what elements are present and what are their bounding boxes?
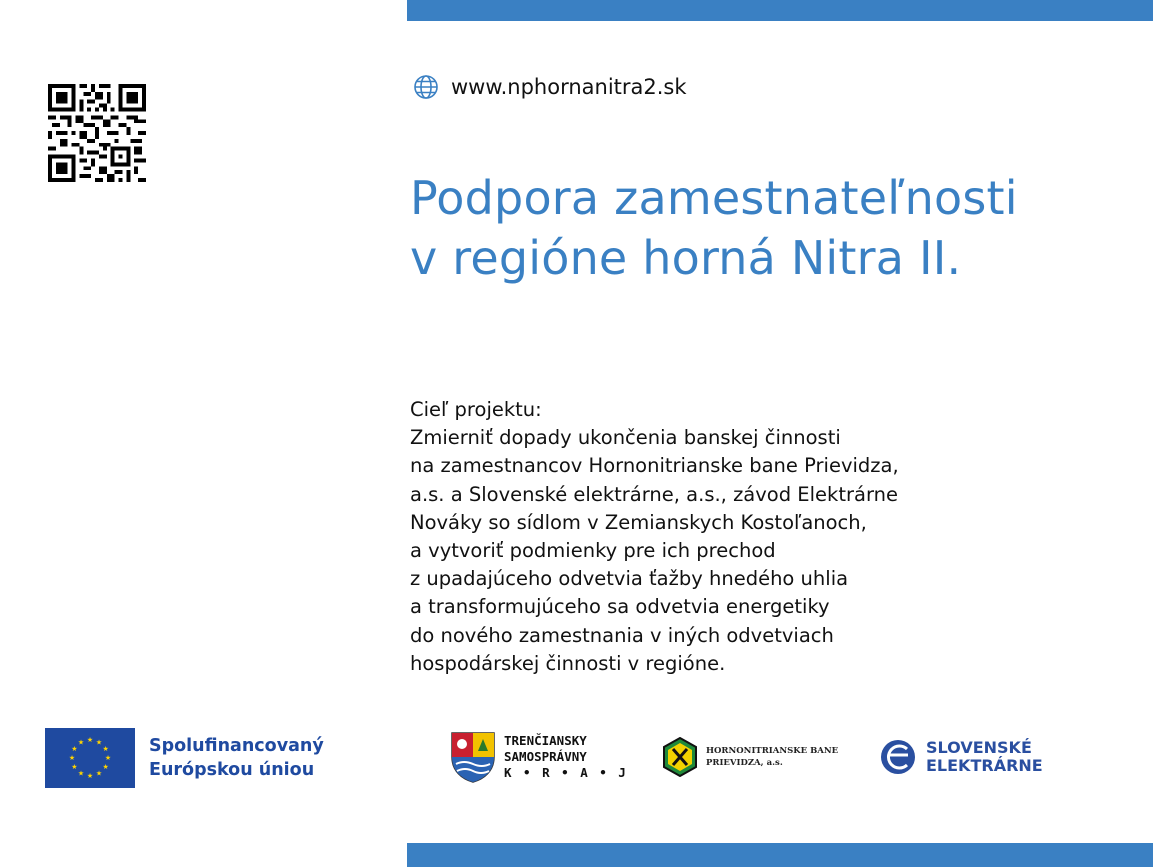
eu-flag-icon [45,728,135,788]
goal-line: z upadajúceho odvetvia ťažby hnedého uhlia [410,567,849,591]
svg-text:★: ★ [86,736,94,744]
tsk-text-line-1: TRENČIANSKY [504,733,587,748]
eu-cofunding-logo [45,728,324,788]
qr-code [48,84,146,182]
goal-line: a.s. a Slovenské elektrárne, a.s., závod Elektrárne [410,482,898,506]
globe-icon [413,74,439,100]
svg-text:★: ★ [95,738,103,747]
hbp-logo [662,737,838,777]
tsk-coat-of-arms-icon [450,731,496,783]
title-line-1: Podpora zamestnateľnosti [410,171,1018,225]
se-text [926,739,1043,775]
tsk-text [504,733,628,781]
se-text-line-1: SLOVENSKÉ [926,738,1032,757]
tsk-text-line-3: K • R • A • J [504,765,628,780]
hbp-text-line-2: PRIEVIDZA, a.s. [706,758,783,768]
title-line-2: v regióne horná Nitra II. [410,231,962,285]
goal-line: Zmierniť dopady ukončenia banskej činnosti [410,426,841,450]
eu-text [149,734,324,782]
se-logo [880,738,1043,776]
svg-text:★: ★ [104,754,112,762]
svg-text:★: ★ [95,769,103,778]
se-e-icon [880,738,916,776]
hbp-text-line-1: HORNONITRIANSKE BANE [706,746,839,756]
page-title [410,168,1018,288]
top-accent-bar [407,0,1153,21]
goal-line: a transformujúceho sa odvetvia energetiky [410,595,830,619]
goal-heading: Cieľ projektu: [410,398,542,421]
project-goal [410,396,899,678]
svg-text:★: ★ [77,769,85,778]
svg-text:★: ★ [68,754,76,762]
goal-line: hospodárskej činnosti v regióne. [410,651,726,675]
eu-text-line-2: Európskou úniou [149,760,315,780]
hbp-text [706,745,838,769]
svg-text:★: ★ [86,772,94,780]
goal-line: a vytvoriť podmienky pre ich prechod [410,539,776,563]
website-url[interactable]: www.nphornanitra2.sk [451,75,687,99]
tsk-logo [450,731,628,783]
eu-text-line-1: Spolufinancovaný [149,736,324,756]
hbp-mining-icon [662,737,698,777]
goal-line: do nového zamestnania v iných odvetviach [410,623,834,647]
svg-text:★: ★ [102,763,109,771]
se-text-line-2: ELEKTRÁRNE [926,756,1043,775]
goal-line: Nováky so sídlom v Zemianskych Kostoľanoch, [410,510,867,534]
svg-text:★: ★ [71,763,78,771]
bottom-accent-bar [407,843,1153,867]
svg-text:★: ★ [77,738,85,747]
tsk-text-line-2: SAMOSPRÁVNY [504,749,587,764]
svg-text:★: ★ [71,745,78,753]
svg-text:★: ★ [102,745,109,753]
website-link[interactable] [413,74,687,100]
goal-line: na zamestnancov Hornonitrianske bane Prievidza, [410,454,899,478]
